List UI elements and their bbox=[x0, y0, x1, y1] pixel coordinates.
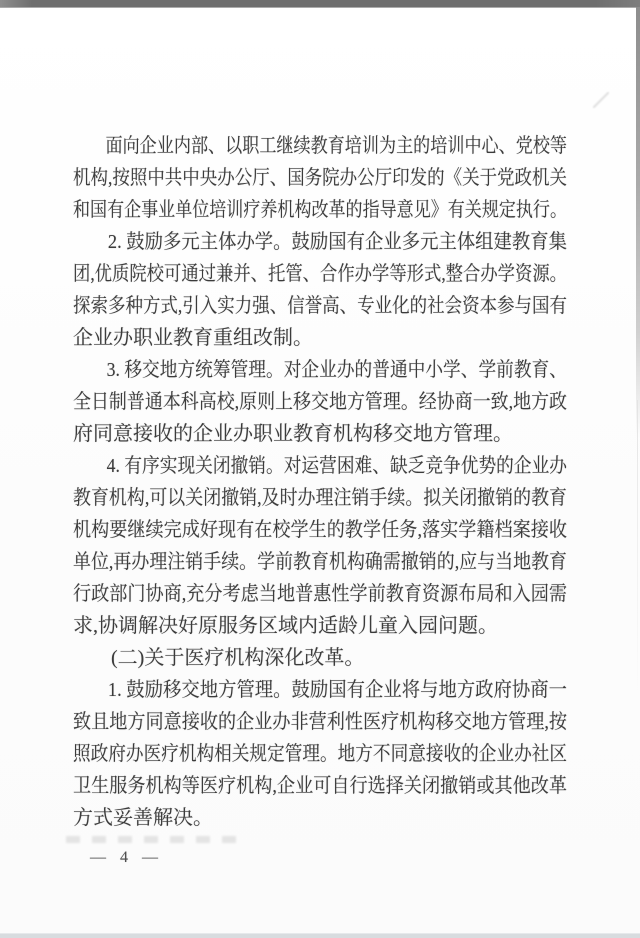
document-body bbox=[73, 130, 567, 834]
text-line-content: 致且地方同意接收的企业办非营利性医疗机构移交地方管理,按 bbox=[73, 711, 567, 733]
text-line-content: 面向企业内部、以职工继续教育培训为主的培训中心、党校等 bbox=[105, 135, 567, 157]
text-line bbox=[73, 546, 567, 578]
text-line-content: 和国有企事业单位培训疗养机构改革的指导意见》有关规定执行。 bbox=[73, 199, 567, 221]
scan-right-edge bbox=[636, 7, 640, 437]
text-line bbox=[73, 770, 567, 802]
text-line-content: 3. 移交地方统筹管理。对企业办的普通中小学、学前教育、 bbox=[106, 359, 567, 381]
text-line bbox=[73, 674, 567, 706]
text-line-content: 方式妥善解决。 bbox=[73, 807, 213, 829]
text-line bbox=[73, 130, 567, 162]
text-line bbox=[73, 514, 567, 546]
text-line-content: 全日制普通本科高校,原则上移交地方管理。经协商一致,地方政 bbox=[73, 391, 567, 413]
text-line bbox=[73, 418, 567, 450]
text-line-content: 教育机构,可以关闭撤销,及时办理注销手续。拟关闭撤销的教育 bbox=[73, 487, 567, 509]
text-line bbox=[73, 738, 567, 770]
text-line-content: 求,协调解决好原服务区域内适龄儿童入园问题。 bbox=[73, 615, 498, 637]
text-line-content: 企业办职业教育重组改制。 bbox=[73, 327, 313, 349]
text-line bbox=[73, 642, 567, 674]
text-line-content: 机构要继续完成好现有在校学生的教学任务,落实学籍档案接收 bbox=[73, 519, 567, 541]
text-line bbox=[73, 194, 567, 226]
scan-bottom-edge bbox=[0, 933, 640, 938]
text-line-content: 探索多种方式,引入实力强、信誉高、专业化的社会资本参与国有 bbox=[73, 295, 567, 317]
text-line bbox=[73, 450, 567, 482]
text-line-content: 机构,按照中共中央办公厅、国务院办公厅印发的《关于党政机关 bbox=[73, 167, 567, 189]
text-line bbox=[73, 354, 567, 386]
text-line-content: 照政府办医疗机构相关规定管理。地方不同意接收的企业办社区 bbox=[73, 743, 567, 765]
text-line bbox=[73, 610, 567, 642]
scan-bleedthrough-marks bbox=[66, 836, 236, 843]
text-line-content: 4. 有序实现关闭撤销。对运营困难、缺乏竞争优势的企业办 bbox=[106, 455, 567, 477]
text-line bbox=[73, 322, 567, 354]
text-line bbox=[73, 162, 567, 194]
text-line-content: 2. 鼓励多元主体办学。鼓励国有企业多元主体组建教育集 bbox=[107, 231, 567, 253]
text-line bbox=[73, 290, 567, 322]
scan-right-edge-faint bbox=[637, 400, 638, 690]
text-line bbox=[73, 706, 567, 738]
text-line bbox=[73, 482, 567, 514]
text-line-content: 1. 鼓励移交地方管理。鼓励国有企业将与地方政府协商一 bbox=[107, 679, 567, 701]
text-line bbox=[73, 258, 567, 290]
scan-smudge-mark bbox=[593, 92, 609, 108]
text-line bbox=[73, 802, 567, 834]
text-line-content: 卫生服务机构等医疗机构,企业可自行选择关闭撤销或其他改革 bbox=[73, 775, 567, 797]
text-line bbox=[73, 386, 567, 418]
text-line bbox=[73, 226, 567, 258]
text-line-content: 团,优质院校可通过兼并、托管、合作办学等形式,整合办学资源。 bbox=[73, 263, 567, 285]
text-line-content: (二)关于医疗机构深化改革。 bbox=[111, 647, 365, 669]
text-line-content: 府同意接收的企业办职业教育机构移交地方管理。 bbox=[73, 423, 513, 445]
scan-top-edge bbox=[0, 0, 640, 8]
text-line-content: 行政部门协商,充分考虑当地普惠性学前教育资源布局和入园需 bbox=[73, 583, 567, 605]
text-line bbox=[73, 578, 567, 610]
text-line-content: 单位,再办理注销手续。学前教育机构确需撤销的,应与当地教育 bbox=[73, 551, 567, 573]
page-number: — 4 — bbox=[90, 849, 163, 866]
